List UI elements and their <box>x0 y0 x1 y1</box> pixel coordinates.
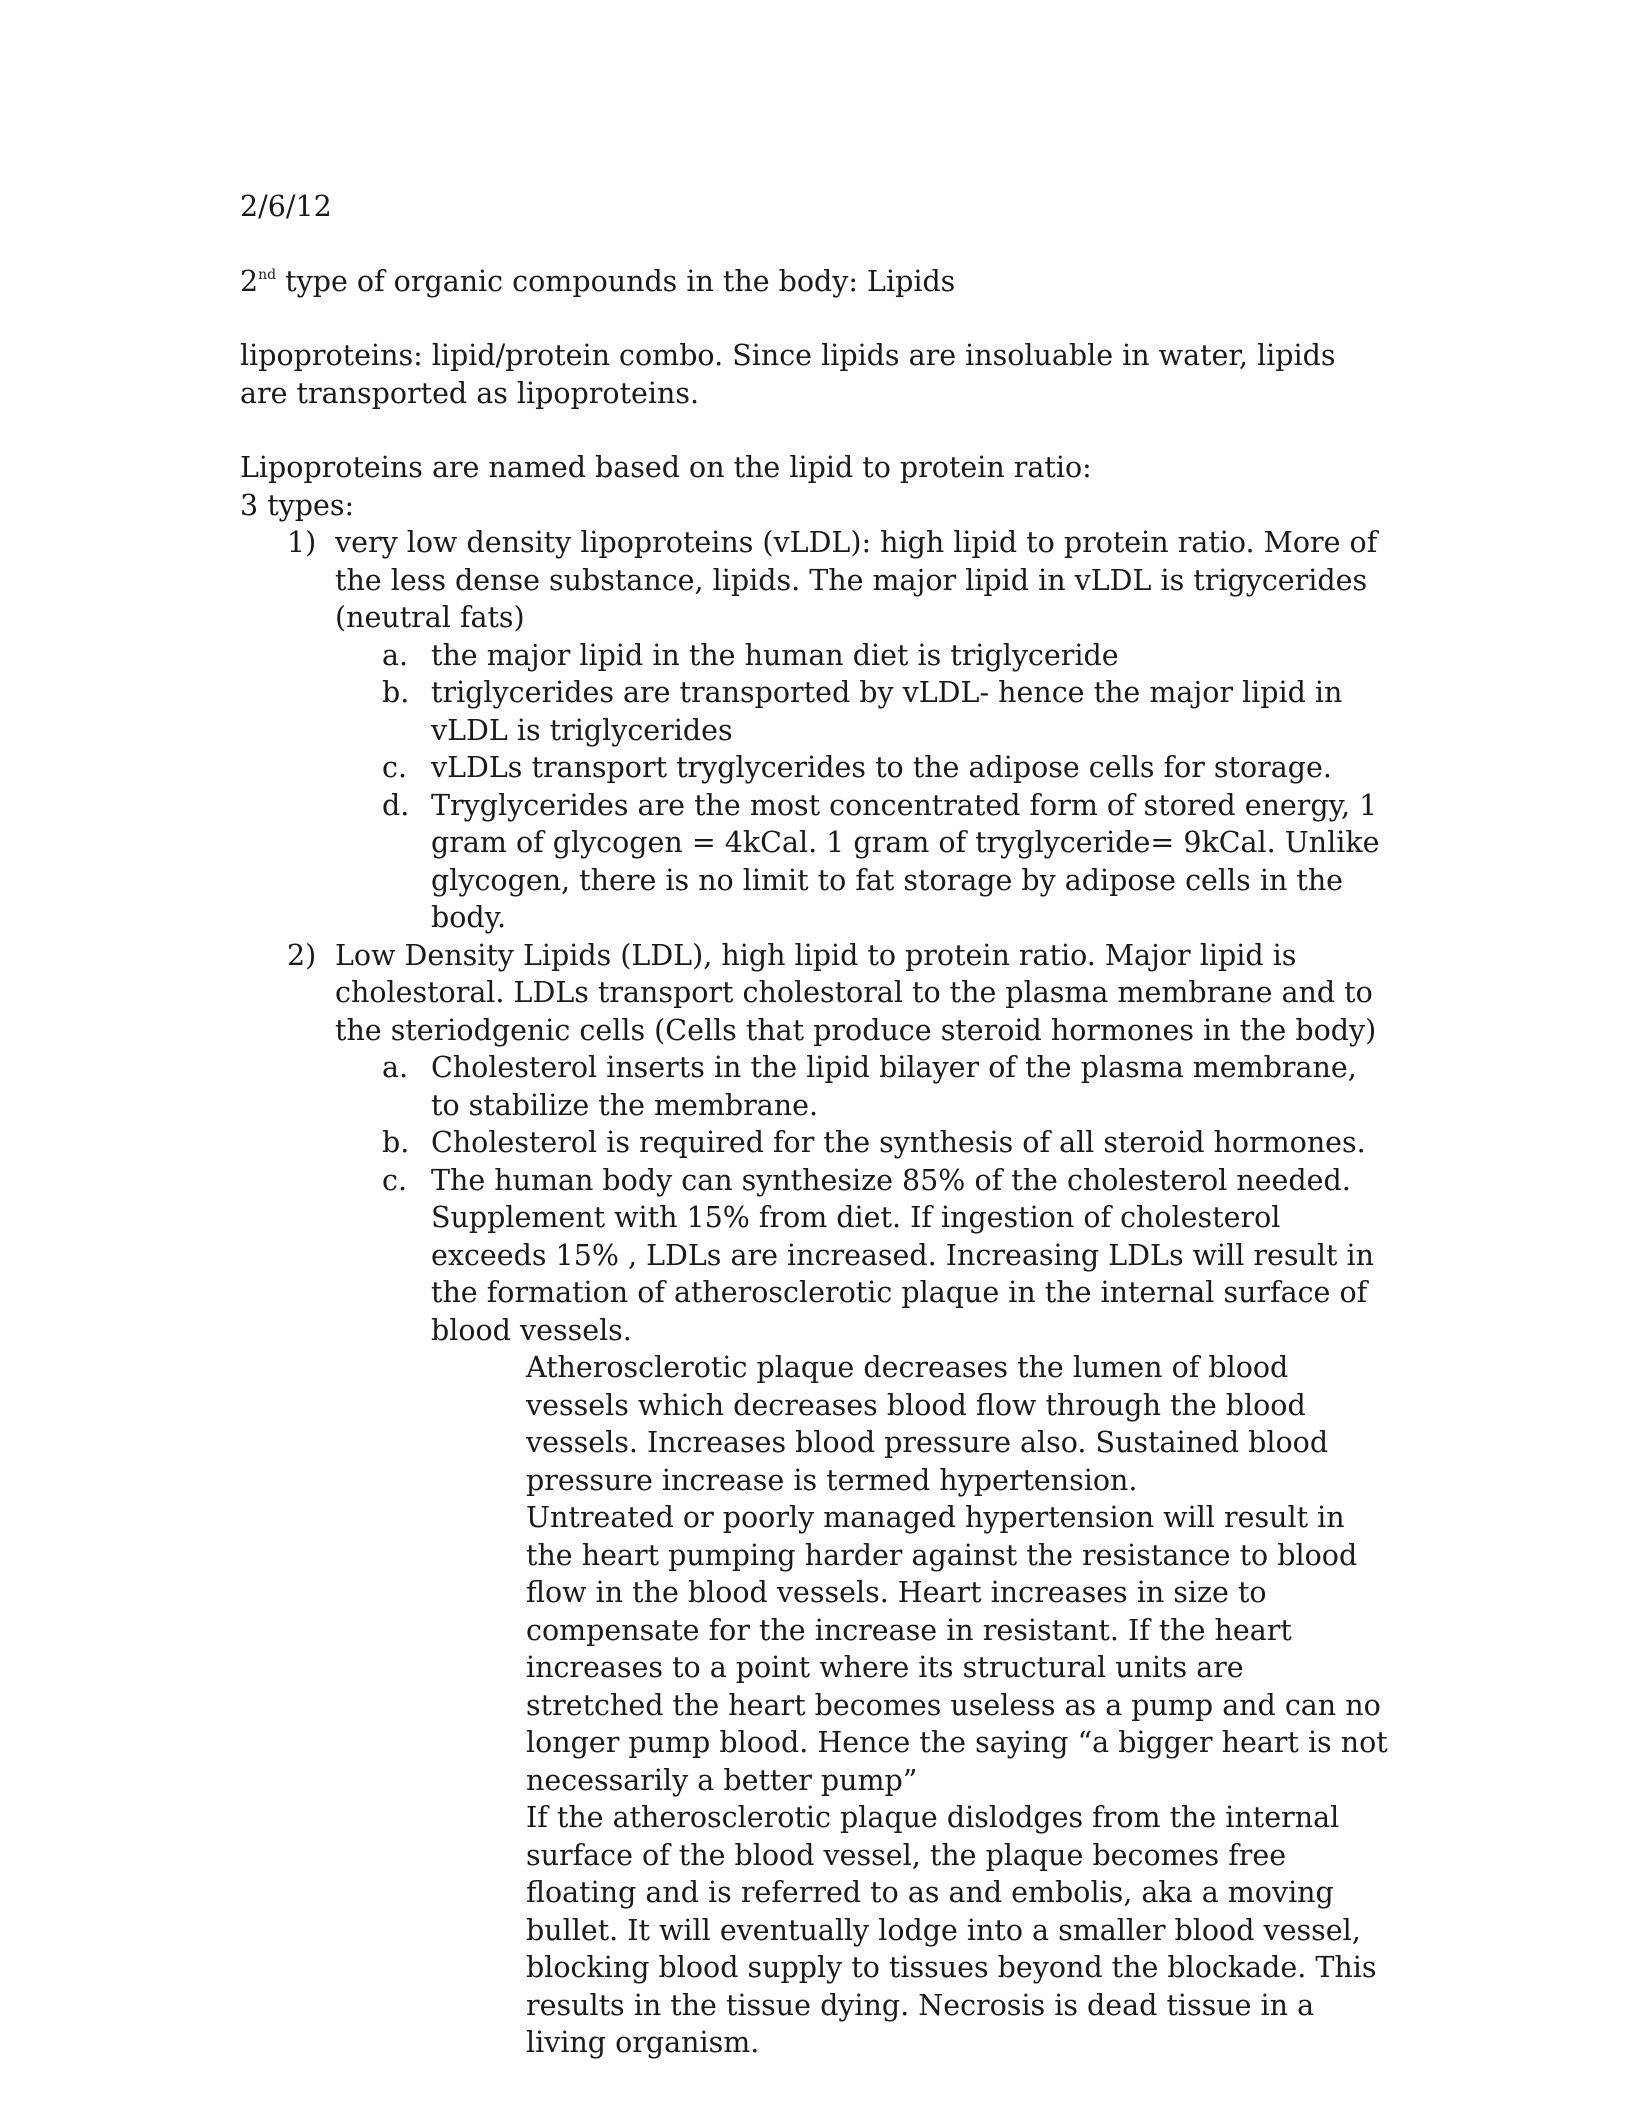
sub-list-marker: b. <box>382 1126 410 1159</box>
sub-list-item-text: triglycerides are transported by vLDL- hence the major lipid in vLDL is triglycerides <box>431 676 1343 747</box>
lipoprotein-types-list <box>240 524 1390 1349</box>
sub-list-item-text: vLDLs transport tryglycerides to the adipose cells for storage. <box>431 751 1332 784</box>
list-item <box>240 937 1390 1050</box>
date-line: 2/6/12 <box>240 190 332 223</box>
indented-paragraph: If the atherosclerotic plaque dislodges from the internal surface of the blood vessel, the plaque becomes free floating and is referred to as and embolis, aka a moving bullet. It will eventually lodge into a smaller blood vessel, blocking blood supply to tissues beyond the blockade. This results in the tissue dying. Necrosis is dead tissue in a living organism. <box>526 1801 1377 2059</box>
sub-list-item <box>240 674 1390 749</box>
sub-list-item <box>240 749 1390 787</box>
sub-list-item <box>240 1162 1390 1350</box>
sub-list-item <box>240 1124 1390 1162</box>
sub-list-item-text: Cholesterol is required for the synthesis of all steroid hormones. <box>431 1126 1366 1159</box>
heading-text: type of organic compounds in the body: Lipids <box>276 264 956 298</box>
sub-list-item-text: The human body can synthesize 85% of the cholesterol needed. Supplement with 15% from diet. If ingestion of cholesterol exceeds 15% , LDLs are increased. Increasing LDLs will result in the formation of atherosclerotic plaque in the internal surface of blood vessels. <box>431 1163 1374 1347</box>
section-heading <box>240 263 1390 301</box>
sub-list-item-text: the major lipid in the human diet is triglyceride <box>431 638 1119 672</box>
naming-line: Lipoproteins are named based on the lipid to protein ratio: <box>240 451 1092 484</box>
list-marker: 1) <box>287 526 317 559</box>
list-marker: 2) <box>287 938 317 972</box>
sub-list-item <box>240 787 1390 937</box>
sub-list-marker: a. <box>382 638 409 672</box>
document-page <box>240 188 1390 2062</box>
list-item <box>240 524 1390 637</box>
indented-paragraph: Untreated or poorly managed hypertension will result in the heart pumping harder against the resistance to blood flow in the blood vessels. Heart increases in size to compensate for the increase in resistant. If the heart increases to a point where its structural units are stretched the heart becomes useless as a pump and can no longer pump blood. Hence the saying “a bigger heart is not necessarily a better pump” <box>526 1501 1388 1797</box>
sub-list-marker: a. <box>382 1051 409 1084</box>
indented-paragraph: Atherosclerotic plaque decreases the lumen of blood vessels which decreases blood flow through the blood vessels. Increases blood pressure also. Sustained blood pressure increase is termed hypertension. <box>526 1351 1329 1497</box>
sub-list-item-text: Cholesterol inserts in the lipid bilayer of the plasma membrane, to stabilize the membrane. <box>431 1051 1357 1122</box>
types-line: 3 types: <box>240 488 355 522</box>
sub-list-marker: c. <box>382 1163 408 1197</box>
intro-paragraph: lipoproteins: lipid/protein combo. Since lipids are insoluable in water, lipids are transported as lipoproteins. <box>240 339 1336 410</box>
sub-list-item-text: Tryglycerides are the most concentrated form of stored energy, 1 gram of glycogen = 4kCal. 1 gram of tryglyceride= 9kCal. Unlike glycogen, there is no limit to fat storage by adipose cells in the body. <box>431 788 1380 934</box>
list-item-text: Low Density Lipids (LDL), high lipid to protein ratio. Major lipid is cholestoral. LDLs transport cholestoral to the plasma membrane and to the steriodgenic cells (Cells that produce steroid hormones in the body) <box>335 938 1377 1047</box>
sub-list-marker: d. <box>382 788 410 822</box>
heading-ordinal: nd <box>258 266 277 283</box>
sub-list-marker: c. <box>382 751 408 784</box>
sub-list-item <box>240 1049 1390 1124</box>
sub-list-marker: b. <box>382 676 410 709</box>
heading-number: 2 <box>240 264 259 298</box>
list-item-text: very low density lipoproteins (vLDL): high lipid to protein ratio. More of the less dense substance, lipids. The major lipid in vLDL is trigycerides (neutral fats) <box>335 526 1378 634</box>
sub-list-item <box>240 637 1390 675</box>
